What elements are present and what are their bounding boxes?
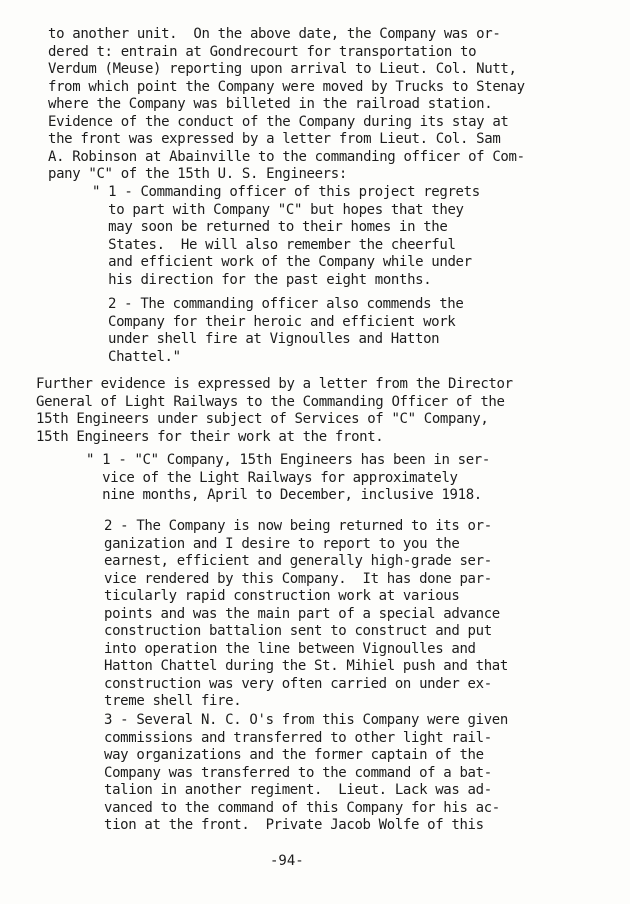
- text-line: States. He will also remember the cheerful: [92, 236, 456, 253]
- text-line: A. Robinson at Abainville to the commanding officer of Com-: [48, 148, 525, 165]
- text-line: 15th Engineers for their work at the front.: [36, 428, 384, 445]
- text-line: vanced to the command of this Company for his ac-: [104, 799, 500, 816]
- text-line: into operation the line between Vignoulles and: [104, 640, 476, 657]
- text-line: where the Company was billeted in the railroad station.: [48, 96, 493, 112]
- text-line: earnest, efficient and generally high-grade ser-: [104, 553, 492, 569]
- text-line: Hatton Chattel during the St. Mihiel push and that: [104, 658, 508, 674]
- text-line: Company for their heroic and efficient work: [108, 313, 456, 330]
- text-line: pany "C" of the 15th U. S. Engineers:: [48, 166, 347, 182]
- text-line: Chattel.": [108, 348, 181, 365]
- text-line: way organizations and the former captain of the: [104, 747, 484, 763]
- text-line: " 1 - Commanding officer of this project regrets: [92, 184, 480, 200]
- text-line: ganization and I desire to report to you the: [104, 535, 460, 552]
- text-line: to another unit. On the above date, the Company was or-: [48, 26, 501, 42]
- text-line: treme shell fire.: [104, 693, 242, 709]
- text-line: commissions and transferred to other light rail-: [104, 729, 492, 746]
- text-line: construction was very often carried on under ex-: [104, 675, 492, 692]
- text-line: Further evidence is expressed by a letter from the Director: [36, 376, 513, 392]
- text-line: and efficient work of the Company while under: [92, 254, 472, 270]
- text-line: may soon be returned to their homes in the: [92, 219, 448, 235]
- text-line: 2 - The commanding officer also commends the: [108, 296, 464, 312]
- text-line: Verdum (Meuse) reporting upon arrival to Lieut. Col. Nutt,: [48, 61, 517, 77]
- text-line: 2 - The Company is now being returned to its or-: [104, 518, 492, 534]
- text-line: nine months, April to December, inclusive 1918.: [86, 487, 482, 503]
- text-line: ticularly rapid construction work at various: [104, 588, 460, 604]
- text-line: from which point the Company were moved by Trucks to Stenay: [48, 78, 525, 95]
- text-line: under shell fire at Vignoulles and Hatton: [108, 331, 440, 347]
- text-line: to part with Company "C" but hopes that they: [92, 201, 464, 218]
- text-line: Company was transferred to the command of a bat-: [104, 764, 492, 781]
- text-line: dered t: entrain at Gondrecourt for transportation to: [48, 43, 477, 60]
- text-line: vice rendered by this Company. It has done par-: [104, 570, 492, 587]
- text-line: tion at the front. Private Jacob Wolfe of this: [104, 817, 484, 833]
- text-line: General of Light Railways to the Commanding Officer of the: [36, 393, 505, 410]
- text-line: construction battalion sent to construct and put: [104, 623, 492, 639]
- text-line: points and was the main part of a special advance: [104, 605, 500, 622]
- text-line: 15th Engineers under subject of Services of "C" Company,: [36, 411, 489, 427]
- text-line: the front was expressed by a letter from Lieut. Col. Sam: [48, 131, 501, 147]
- text-line: talion in another regiment. Lieut. Lack was ad-: [104, 782, 492, 798]
- text-line: 3 - Several N. C. O's from this Company were given: [104, 712, 508, 728]
- page-number: -94-: [270, 853, 304, 869]
- text-line: Evidence of the conduct of the Company during its stay at: [48, 113, 509, 130]
- text-line: his direction for the past eight months.: [92, 271, 432, 288]
- text-line: " 1 - "C" Company, 15th Engineers has been in ser-: [86, 452, 490, 468]
- text-line: vice of the Light Railways for approximately: [86, 469, 458, 486]
